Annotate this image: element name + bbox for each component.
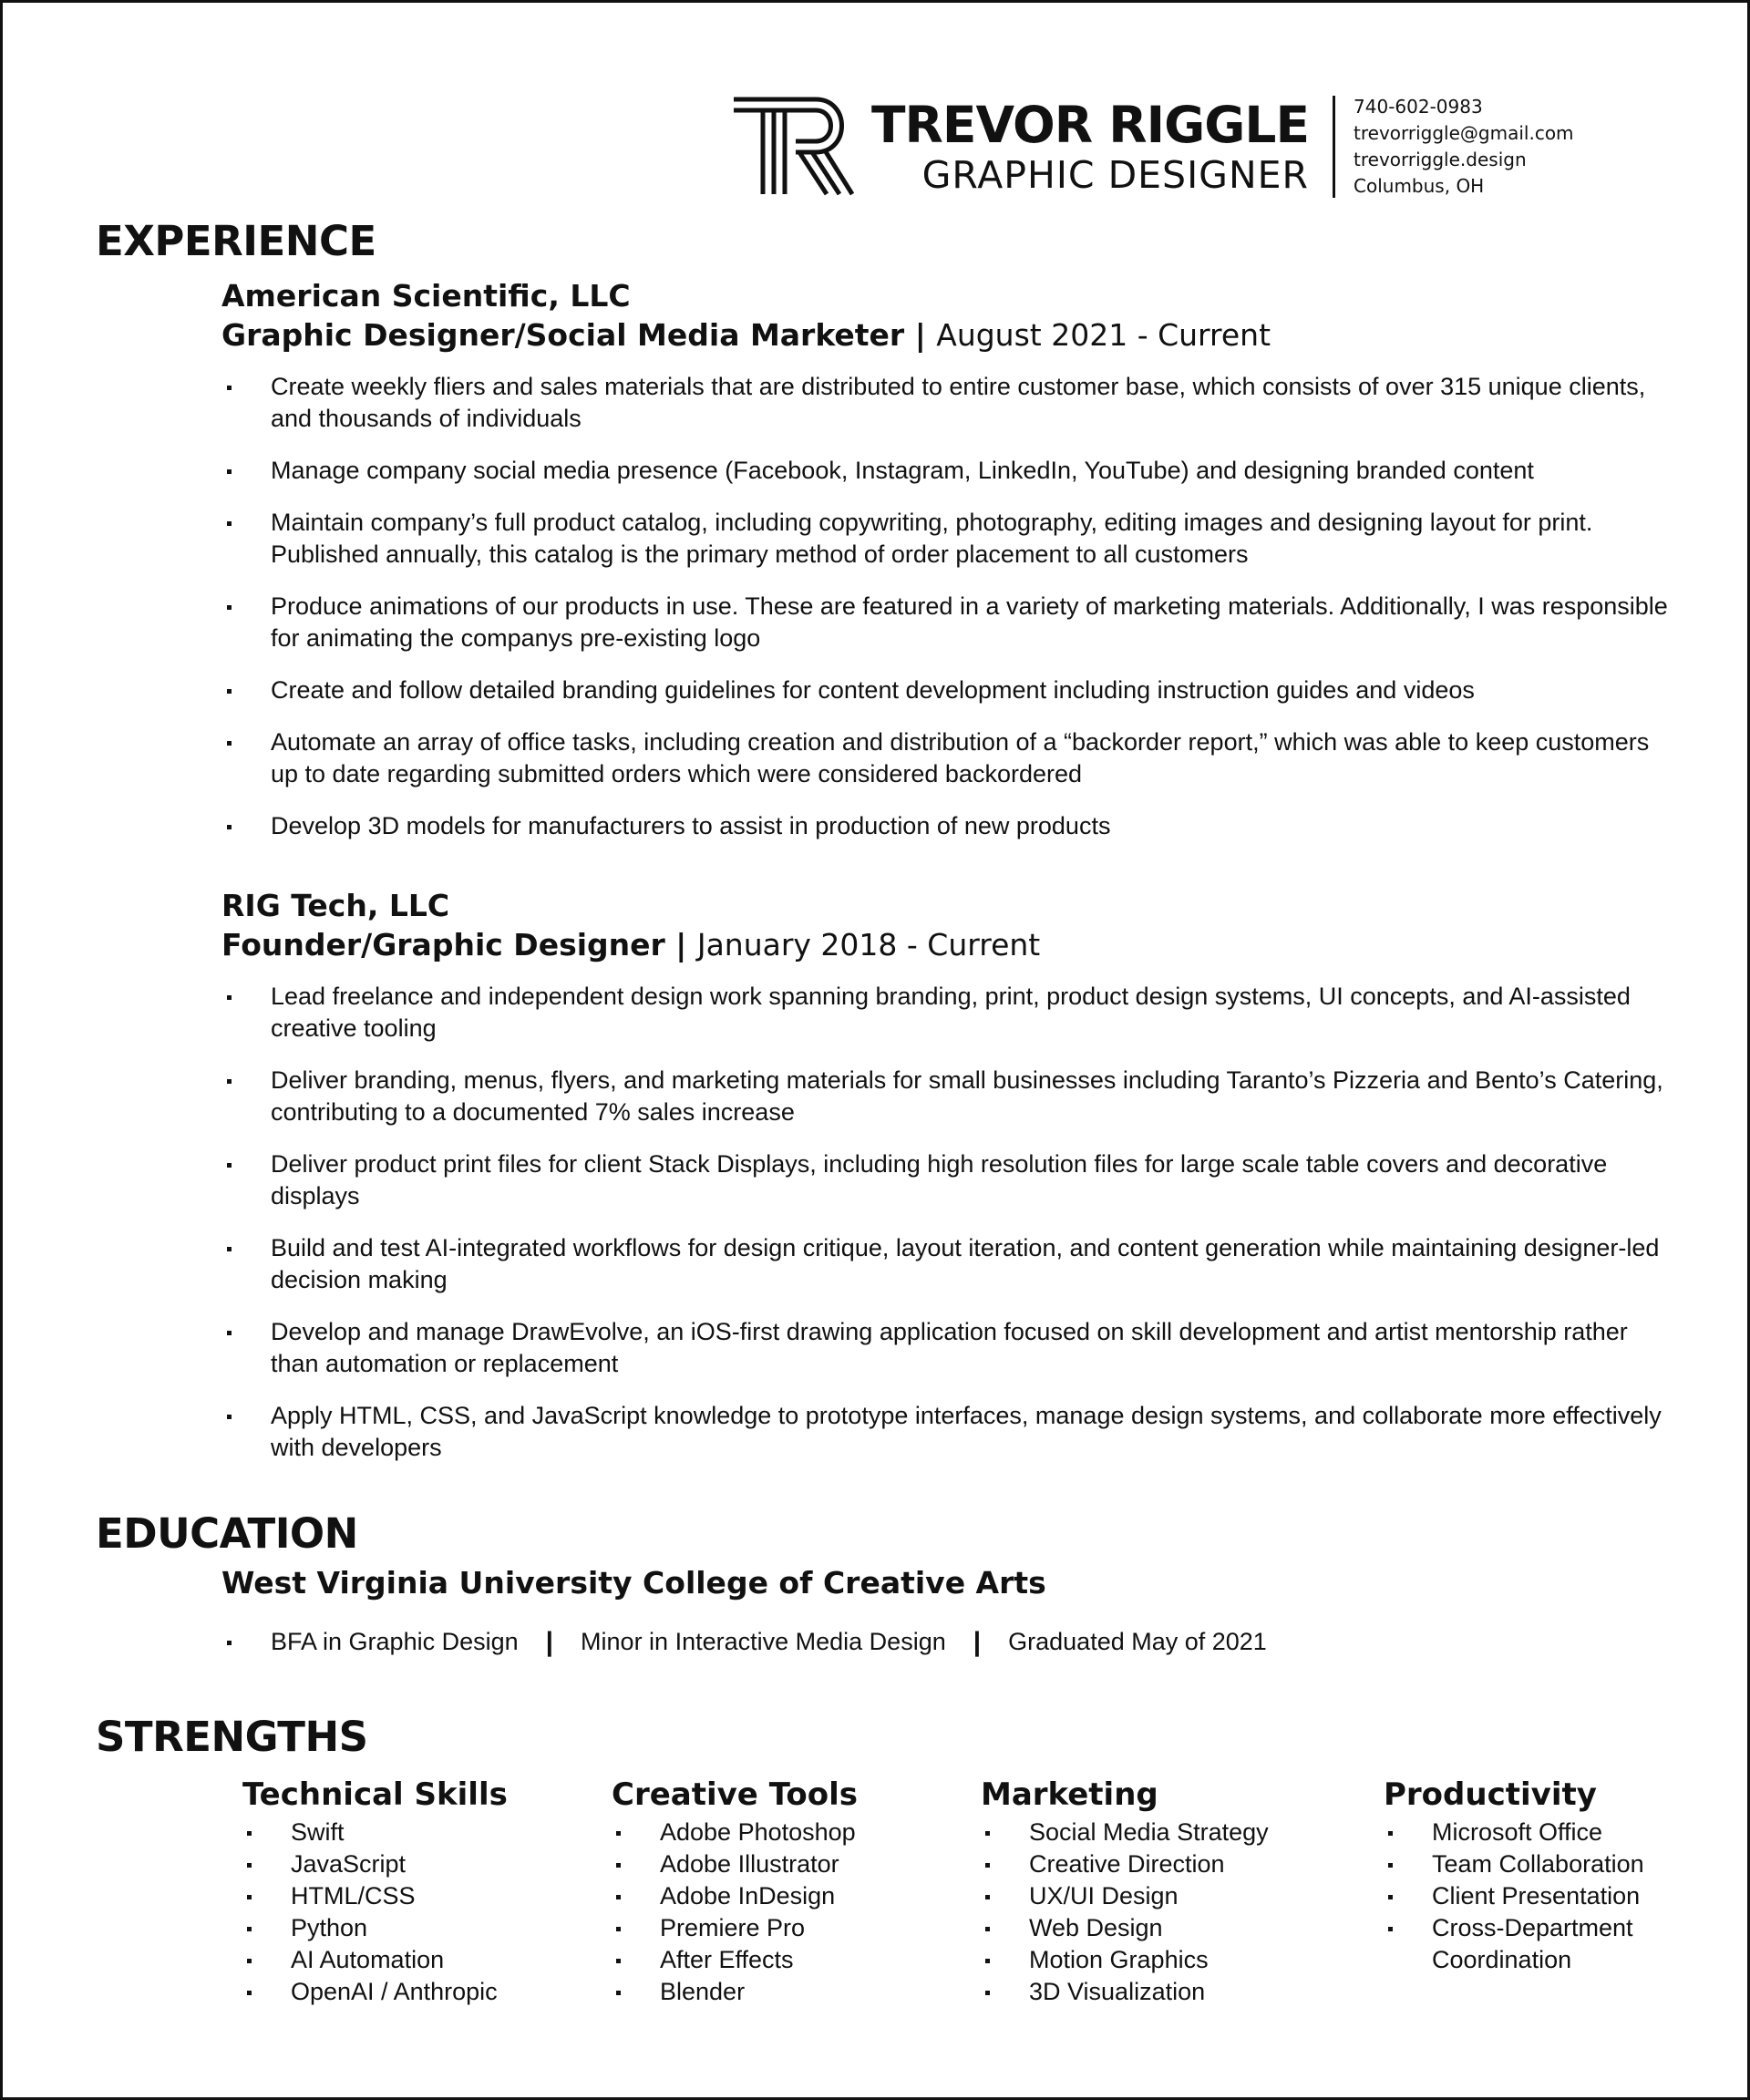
list-item: Blender <box>612 1976 858 2008</box>
list-item: Develop 3D models for manufacturers to assist in production of new products <box>221 810 1693 842</box>
column-title: Productivity <box>1384 1776 1597 1813</box>
degree: BFA in Graphic Design <box>271 1628 519 1655</box>
graduation: Graduated May of 2021 <box>1008 1628 1267 1655</box>
header-divider <box>1333 96 1335 198</box>
job-bullets <box>221 981 1693 1464</box>
list-item: JavaScript <box>242 1848 508 1880</box>
list-item: Lead freelance and independent design work spanning branding, print, product design systems, UI concepts, and AI-assisted creative tooling <box>221 981 1693 1045</box>
skill-list <box>612 1817 858 2008</box>
list-item: Adobe InDesign <box>612 1880 858 1912</box>
list-item: Premiere Pro <box>612 1912 858 1944</box>
position: Graphic Designer/Social Media Marketer | <box>221 317 926 353</box>
list-item: Maintain company’s full product catalog, including copywriting, photography, editing images and designing layout for print. Published annually, this catalog is the primary method of order placement to all customers <box>221 507 1693 571</box>
list-item: Develop and manage DrawEvolve, an iOS-first drawing application focused on skill development and artist mentorship rather than automation or replacement <box>221 1316 1693 1380</box>
list-item: Create and follow detailed branding guidelines for content development including instruction guides and videos <box>221 674 1693 706</box>
job-rig-tech <box>221 886 1693 1484</box>
list-item: Client Presentation <box>1384 1880 1712 1912</box>
skill-list <box>242 1817 508 2008</box>
list-item: HTML/CSS <box>242 1880 508 1912</box>
list-item: Adobe Illustrator <box>612 1848 858 1880</box>
strengths-heading: STRENGTHS <box>96 1713 368 1761</box>
list-item: Build and test AI-integrated workflows for design critique, layout iteration, and content generation while maintaining designer-led decision making <box>221 1232 1693 1296</box>
list-item: Social Media Strategy <box>981 1817 1269 1848</box>
website: trevorriggle.design <box>1354 149 1527 170</box>
list-item: Manage company social media presence (Facebook, Instagram, LinkedIn, YouTube) and designing branded content <box>221 455 1693 487</box>
list-item: After Effects <box>612 1944 858 1976</box>
company-name: RIG Tech, LLC <box>221 888 450 923</box>
job-bullets <box>221 371 1693 842</box>
list-item: Team Collaboration <box>1384 1848 1712 1880</box>
list-item: 3D Visualization <box>981 1976 1269 2008</box>
candidate-name: TREVOR RIGGLE <box>871 96 1310 154</box>
list-item: Create weekly fliers and sales materials that are distributed to entire customer base, which consists of over 315 unique clients, and thousands of individuals <box>221 371 1693 435</box>
list-item: Web Design <box>981 1912 1269 1944</box>
minor: Minor in Interactive Media Design <box>581 1628 946 1655</box>
strengths-productivity <box>1384 1775 1712 1976</box>
list-item: Cross-Department Coordination <box>1384 1912 1712 1976</box>
position: Founder/Graphic Designer | <box>221 927 687 962</box>
tr-monogram-logo <box>732 96 855 198</box>
column-title: Technical Skills <box>242 1776 508 1813</box>
list-item: Creative Direction <box>981 1848 1269 1880</box>
column-title: Creative Tools <box>612 1776 858 1813</box>
list-item: Produce animations of our products in use. These are featured in a variety of marketing materials. Additionally, I was responsible for animating the companys pre-existing logo <box>221 591 1693 654</box>
contact-info <box>1354 94 1574 200</box>
name-block <box>871 97 1309 197</box>
job-dates: August 2021 - Current <box>936 317 1271 353</box>
resume-header <box>732 94 1574 200</box>
strengths-marketing <box>981 1775 1269 2008</box>
separator: | <box>545 1627 554 1657</box>
phone-number: 740-602-0983 <box>1354 96 1483 118</box>
strengths-creative <box>612 1775 858 2008</box>
job-dates: January 2018 - Current <box>696 927 1041 962</box>
email-address: trevorriggle@gmail.com <box>1354 122 1574 144</box>
education-heading: EDUCATION <box>96 1509 358 1558</box>
list-item: Deliver branding, menus, flyers, and marketing materials for small businesses including Taranto’s Pizzeria and Bento’s Catering, contributing to a documented 7% sales increase <box>221 1065 1693 1128</box>
list-item: Apply HTML, CSS, and JavaScript knowledge to prototype interfaces, manage design systems, and collaborate more effectively with developers <box>221 1400 1693 1464</box>
job-american-scientific <box>221 276 1693 862</box>
list-item: Adobe Photoshop <box>612 1817 858 1848</box>
candidate-role: GRAPHIC DESIGNER <box>921 153 1310 197</box>
list-item: Motion Graphics <box>981 1944 1269 1976</box>
separator: | <box>973 1627 982 1657</box>
list-item: Automate an array of office tasks, including creation and distribution of a “backorder report,” which was able to keep customers up to date regarding submitted orders which were considered backordered <box>221 726 1693 790</box>
skill-list <box>1384 1817 1712 1976</box>
list-item: Swift <box>242 1817 508 1848</box>
list-item: Python <box>242 1912 508 1944</box>
job-title <box>221 315 1693 355</box>
list-item: OpenAI / Anthropic <box>242 1976 508 2008</box>
strengths-technical <box>242 1775 508 2008</box>
column-title: Marketing <box>981 1776 1158 1813</box>
job-title <box>221 925 1693 964</box>
education-details <box>221 1626 1693 1658</box>
school-name: West Virginia University College of Creative Arts <box>221 1565 1046 1601</box>
list-item: AI Automation <box>242 1944 508 1976</box>
experience-heading: EXPERIENCE <box>96 217 376 265</box>
company-name: American Scientific, LLC <box>221 278 631 314</box>
list-item: Deliver product print files for client Stack Displays, including high resolution files for large scale table covers and decorative displays <box>221 1148 1693 1212</box>
skill-list <box>981 1817 1269 2008</box>
list-item: UX/UI Design <box>981 1880 1269 1912</box>
list-item: Microsoft Office <box>1384 1817 1712 1848</box>
education-entry <box>221 1563 1693 1658</box>
location: Columbus, OH <box>1354 175 1485 197</box>
